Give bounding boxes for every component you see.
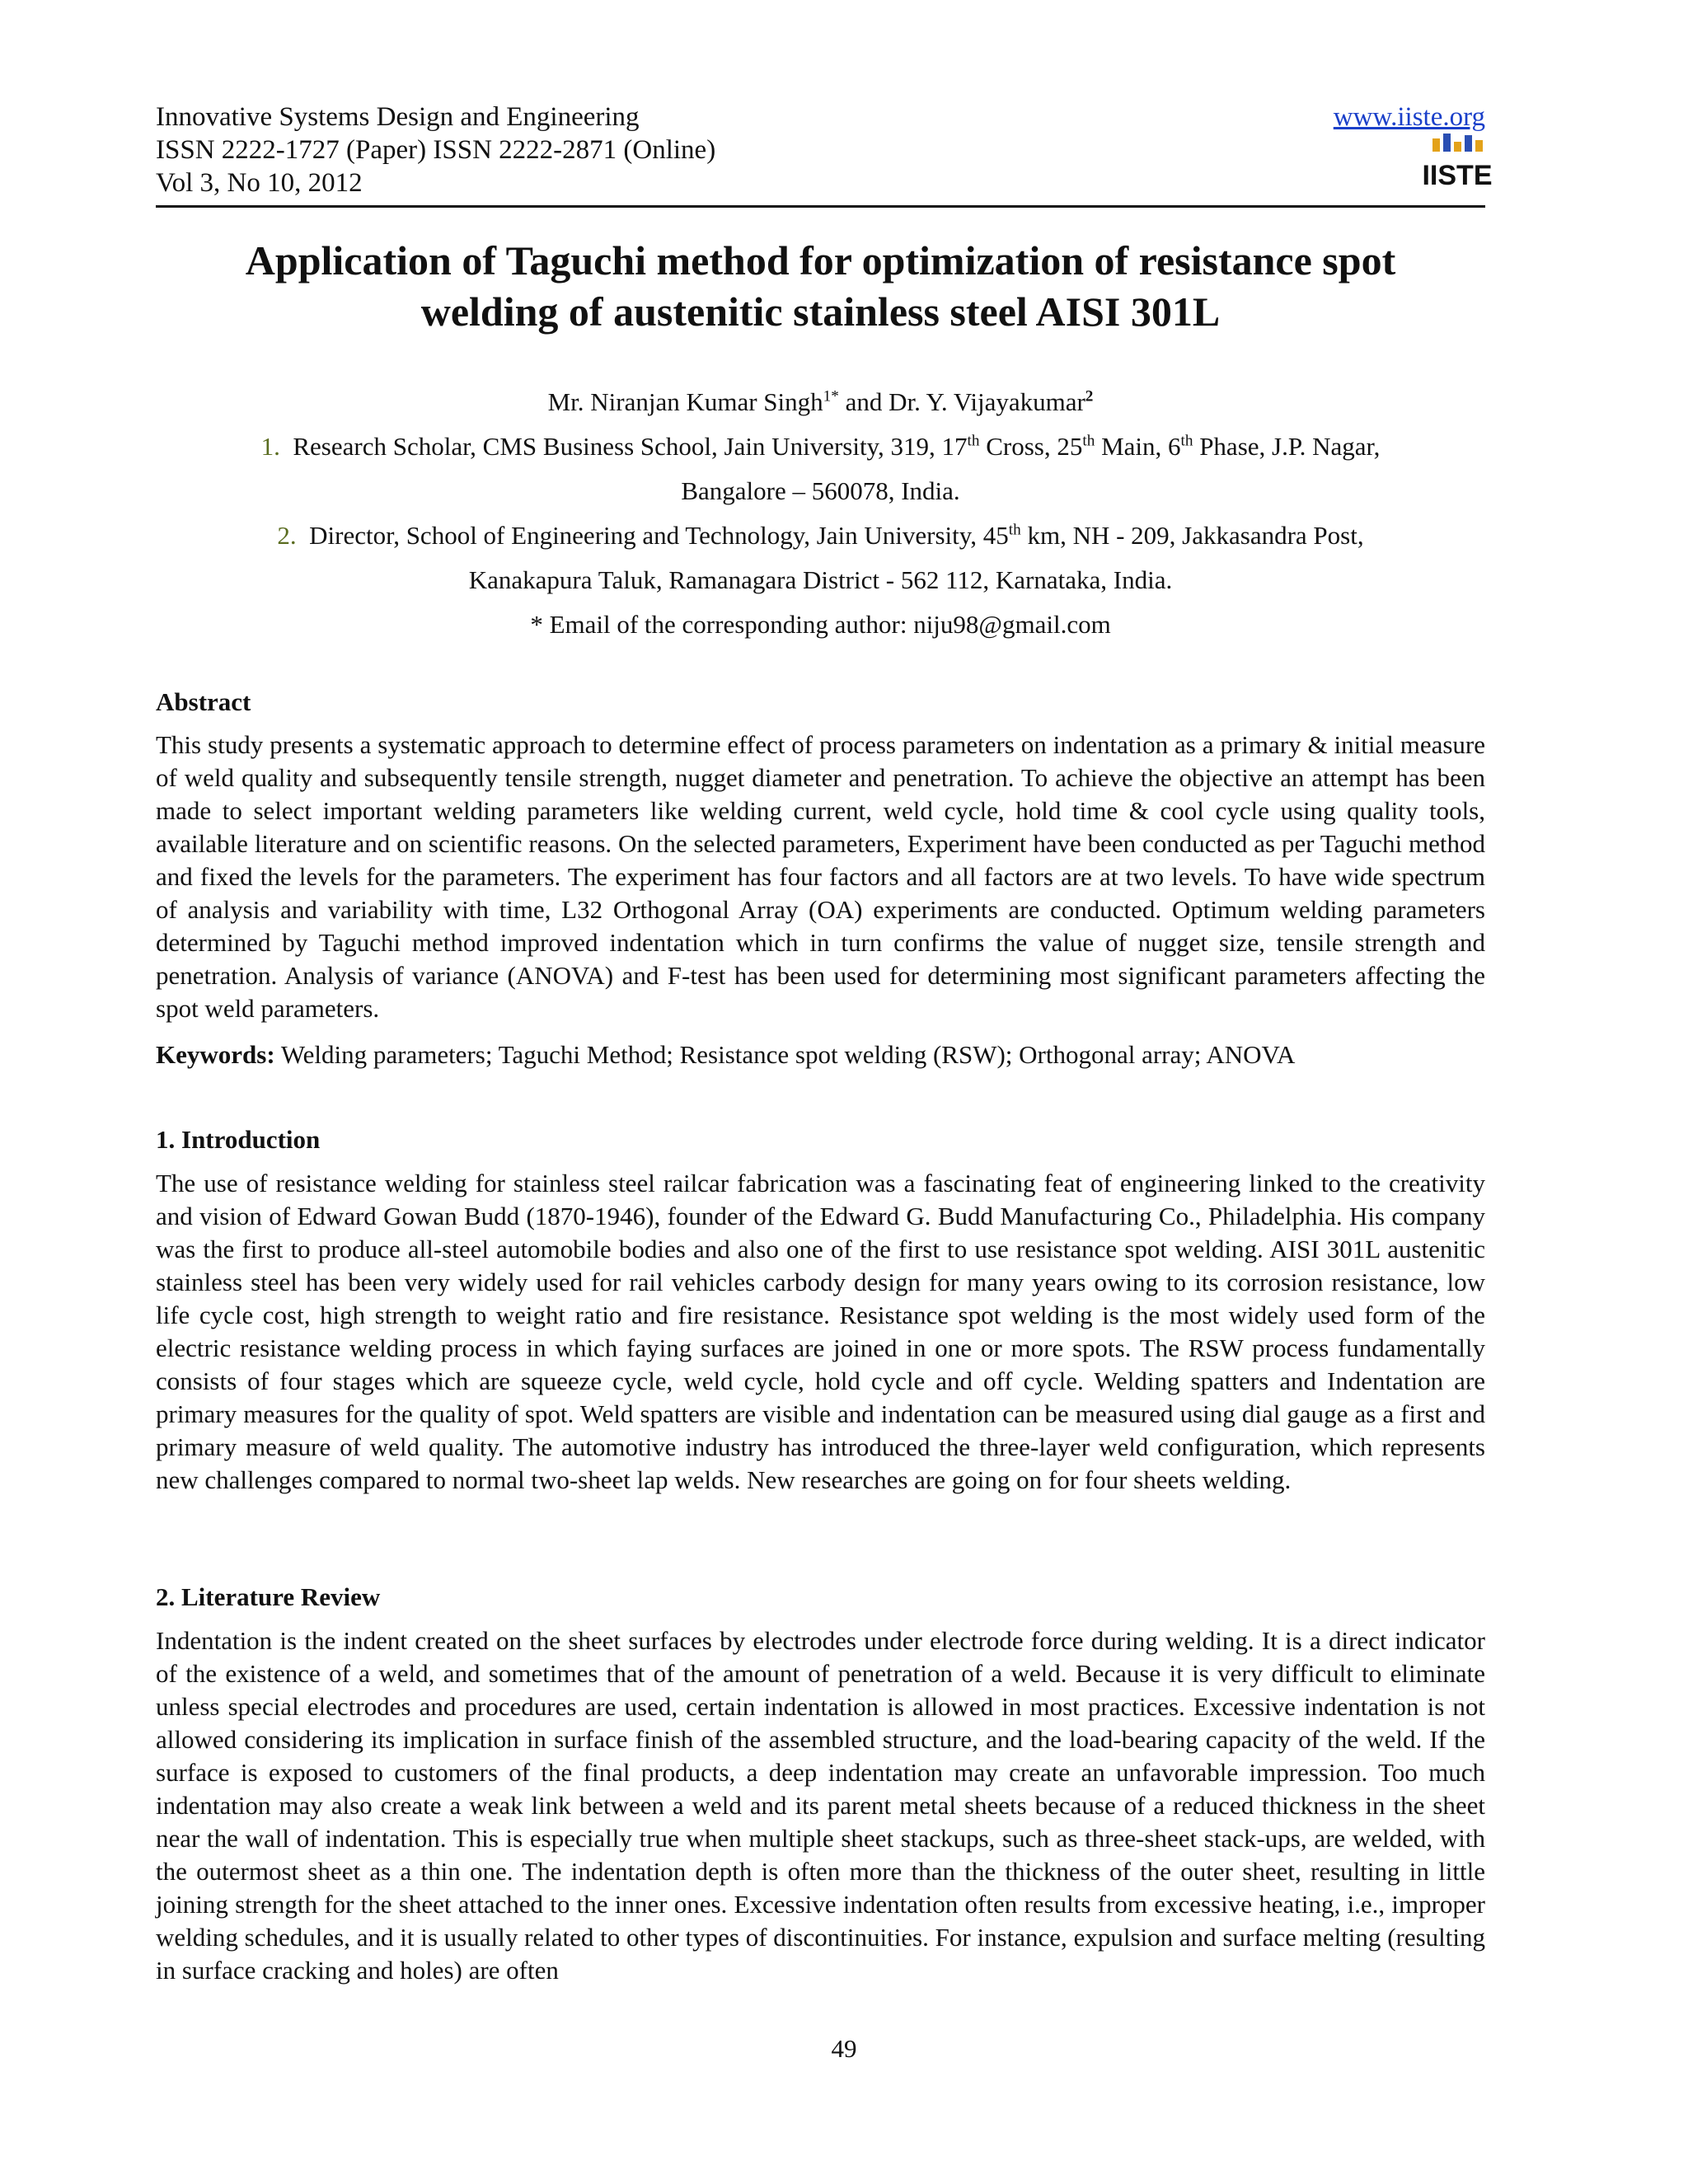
introduction-heading: 1. Introduction	[156, 1125, 321, 1154]
affiliation-2-text: km, NH - 209, Jakkasandra Post,	[1020, 521, 1364, 550]
journal-issn: ISSN 2222-1727 (Paper) ISSN 2222-2871 (Online)	[156, 135, 716, 165]
author-conjunction: and	[838, 387, 889, 416]
author-1: Mr. Niranjan Kumar Singh	[547, 387, 823, 416]
journal-url-link[interactable]: www.iiste.org	[1333, 102, 1485, 132]
affiliation-2-line-2: Kanakapura Taluk, Ramanagara District - 562 112, Karnataka, India.	[468, 565, 1173, 594]
title-line-2: welding of austenitic stainless steel AISI 301L	[420, 288, 1221, 335]
corresponding-email: * Email of the corresponding author: niju98@gmail.com	[530, 610, 1111, 639]
svg-text:IISTE: IISTE	[1422, 160, 1493, 191]
abstract-heading: Abstract	[156, 687, 251, 716]
author-line	[156, 387, 1485, 417]
affiliation-1-text: Main, 6	[1095, 432, 1181, 461]
affiliation-2-text: Director, School of Engineering and Technology, Jain University, 45	[309, 521, 1009, 550]
paper-title	[156, 235, 1485, 337]
ordinal-suffix: th	[1082, 432, 1095, 450]
header-rule	[156, 205, 1485, 208]
journal-name: Innovative Systems Design and Engineering	[156, 102, 640, 132]
ordinal-suffix: th	[1008, 521, 1021, 539]
ordinal-suffix: th	[1180, 432, 1193, 450]
introduction-text: The use of resistance welding for stainless steel railcar fabrication was a fascinating feat of engineering linked to the creativity and vision of Edward Gowan Budd (1870-1946), founder of the Edward G. Budd Manufacturing Co., Philadelphia. His company was the first to produce all-steel automobile bodies and also one of the first to use resistance spot welding. AISI 301L austenitic stainless steel has been very widely used for rail vehicles carbody design for many years owing to its corrosion resistance, low life cycle cost, high strength to weight ratio and fire resistance. Resistance spot welding is the most widely used form of the electric resistance welding process in which faying surfaces are joined in one or more spots. The RSW process fundamentally consists of four stages which are squeeze cycle, weld cycle, hold cycle and off cycle. Welding spatters and Indentation are primary measures for the quality of spot. Weld spatters are visible and indentation can be measured using dial gauge as a first and primary measure of weld quality. The automotive industry has introduced the three-layer weld configuration, which represents new challenges compared to normal two-sheet lap welds. New researches are going on for four sheets welding.	[156, 1169, 1485, 1494]
literature-text: Indentation is the indent created on the sheet surfaces by electrodes under electrode force during welding. It is a direct indicator of the existence of a weld, and sometimes that of the amount of penetration of a weld. Because it is very difficult to eliminate unless special electrodes and procedures are used, certain indentation is allowed in most practices. Excessive indentation is not allowed considering its implication in surface finish of the assembled structure, and the load-bearing capacity of the weld. If the surface is exposed to customers of the final products, a deep indentation may create an unfavorable impression. Too much indentation may also create a weak link between a weld and its parent metal sheets because of a reduced thickness in the sheet near the wall of indentation. This is especially true when multiple sheet stackups, such as three-sheet stack-ups, are welded, with the outermost sheet as a thin one. The indentation depth is often more than the thickness of the outer sheet, resulting in little joining strength for the sheet attached to the inner ones. Excessive indentation often results from excessive heating, i.e., improper welding schedules, and it is usually related to other types of discontinuities. For instance, expulsion and surface melting (resulting in surface cracking and holes) are often	[156, 1626, 1485, 1985]
affiliation-1-text: Research Scholar, CMS Business School, Jain University, 319, 17	[293, 432, 968, 461]
affiliation-2-line-1	[156, 521, 1485, 551]
keywords-label: Keywords:	[156, 1040, 275, 1069]
author-2: Dr. Y. Vijayakumar	[889, 387, 1085, 416]
journal-url-block	[1334, 101, 1485, 134]
journal-header	[156, 101, 715, 199]
affiliation-1-text: Phase, J.P. Nagar,	[1193, 432, 1381, 461]
journal-volume: Vol 3, No 10, 2012	[156, 168, 363, 198]
affiliation-1-number: 1.	[260, 432, 280, 461]
ordinal-suffix: th	[967, 432, 980, 450]
author-2-marker: 2	[1085, 387, 1094, 405]
author-1-marker: 1*	[823, 387, 839, 405]
affiliation-1-line-2: Bangalore – 560078, India.	[681, 476, 960, 505]
iiste-logo	[1422, 132, 1493, 191]
abstract-text: This study presents a systematic approach to determine effect of process parameters on indentation as a primary & initial measure of weld quality and subsequently tensile strength, nugget diameter and penetration. To achieve the objective an attempt has been made to select important welding parameters like welding current, weld cycle, hold time & cool cycle using quality tools, available literature and on scientific reasons. On the selected parameters, Experiment have been conducted as per Taguchi method and fixed the levels for the parameters. The experiment has four factors and all factors are at two levels. To have wide spectrum of analysis and variability with time, L32 Orthogonal Array (OA) experiments are conducted. Optimum welding parameters determined by Taguchi method improved indentation which in turn confirms the value of nugget size, tensile strength and penetration. Analysis of variance (ANOVA) and F-test has been used for determining most significant parameters affecting the spot weld parameters.	[156, 730, 1485, 1023]
page-number: 49	[831, 2034, 857, 2063]
literature-heading: 2. Literature Review	[156, 1582, 381, 1611]
affiliation-1-text: Cross, 25	[979, 432, 1083, 461]
affiliation-1-line-1	[156, 432, 1485, 462]
affiliation-2-number: 2.	[277, 521, 297, 550]
keywords-line	[156, 1040, 1295, 1070]
keywords-text: Welding parameters; Taguchi Method; Resistance spot welding (RSW); Orthogonal array; ANOVA	[274, 1040, 1296, 1069]
title-line-1: Application of Taguchi method for optimization of resistance spot	[245, 237, 1396, 284]
